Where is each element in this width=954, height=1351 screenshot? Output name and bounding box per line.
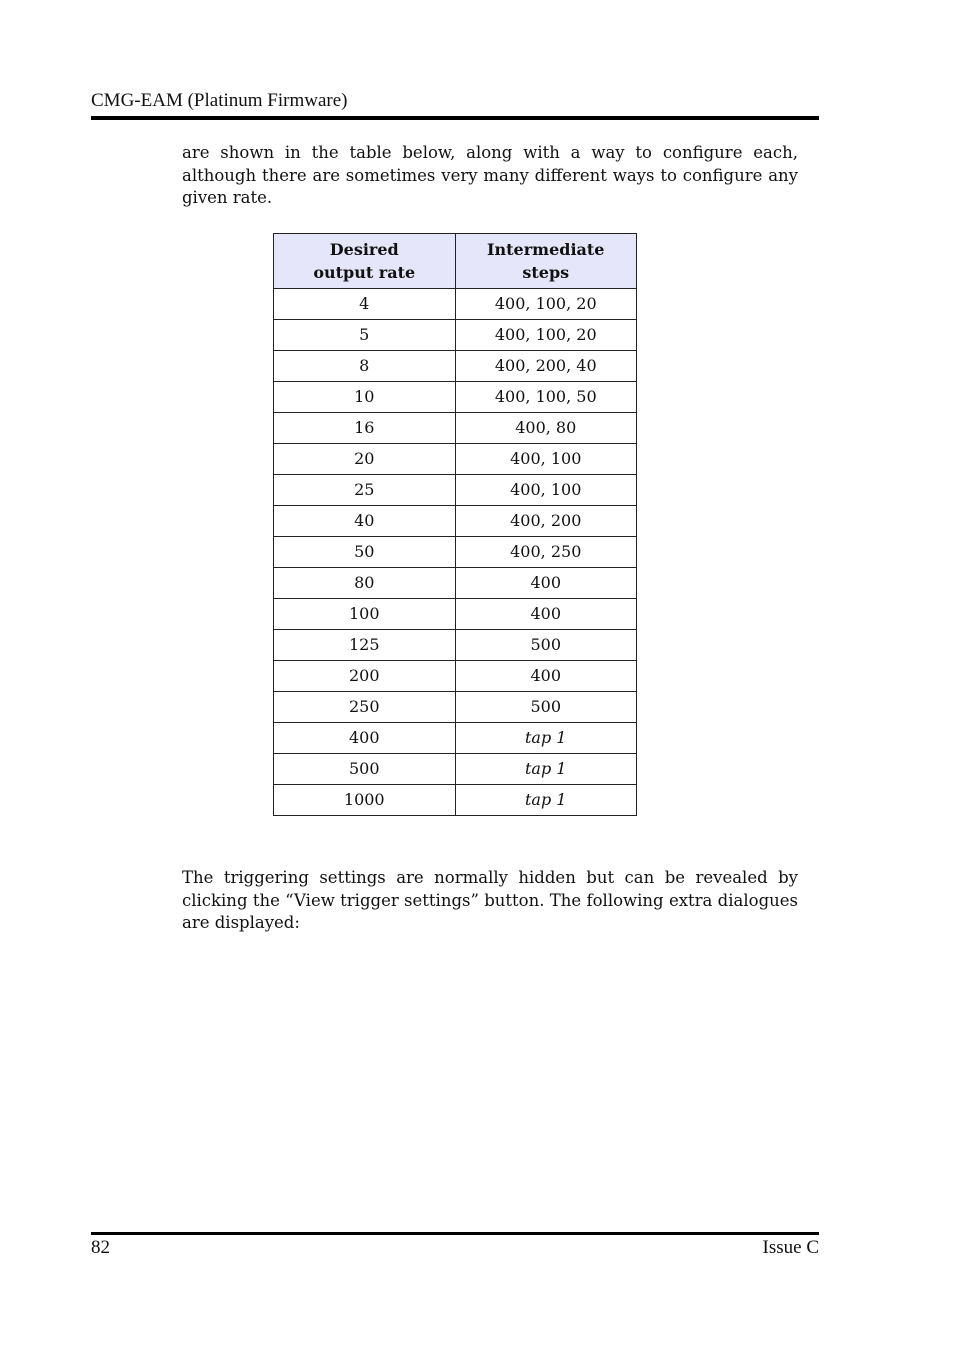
table-row	[274, 723, 637, 754]
table-header-row	[274, 234, 637, 289]
rate-cell: 16	[274, 413, 456, 444]
rate-cell: 200	[274, 661, 456, 692]
steps-cell: 500	[455, 630, 637, 661]
footer-rule	[91, 1232, 819, 1235]
column-header-desired-output-rate: Desired output rate	[274, 234, 456, 289]
page-number: 82	[91, 1237, 110, 1258]
rate-cell: 4	[274, 289, 456, 320]
intro-paragraph: are shown in the table below, along with a way to configure each, although there are sometimes very many different ways to configure any given rate.	[182, 143, 798, 207]
table-row	[274, 599, 637, 630]
rate-cell: 1000	[274, 785, 456, 816]
rate-cell: 10	[274, 382, 456, 413]
table-row	[274, 413, 637, 444]
column-header-intermediate-steps: Intermediate steps	[455, 234, 637, 289]
steps-cell: 400, 100	[455, 444, 637, 475]
table-row	[274, 630, 637, 661]
steps-cell: 400	[455, 599, 637, 630]
table-row	[274, 568, 637, 599]
table-row	[274, 537, 637, 568]
steps-cell: 400	[455, 568, 637, 599]
steps-cell: 400, 250	[455, 537, 637, 568]
steps-cell: 400, 100, 20	[455, 320, 637, 351]
table-row	[274, 661, 637, 692]
rate-cell: 500	[274, 754, 456, 785]
steps-cell: 400, 100	[455, 475, 637, 506]
steps-cell: 400	[455, 661, 637, 692]
running-header: CMG-EAM (Platinum Firmware)	[91, 90, 348, 111]
rate-cell: 40	[274, 506, 456, 537]
table-row	[274, 382, 637, 413]
table-row	[274, 506, 637, 537]
rate-cell: 20	[274, 444, 456, 475]
header-rule	[91, 116, 819, 120]
rate-cell: 50	[274, 537, 456, 568]
table-row	[274, 785, 637, 816]
steps-cell: 400, 100, 20	[455, 289, 637, 320]
steps-cell: tap 1	[455, 723, 637, 754]
rate-cell: 5	[274, 320, 456, 351]
table-row	[274, 289, 637, 320]
table-row	[274, 444, 637, 475]
rate-cell: 400	[274, 723, 456, 754]
table-row	[274, 351, 637, 382]
rate-cell: 8	[274, 351, 456, 382]
table-row	[274, 475, 637, 506]
table-row	[274, 692, 637, 723]
trigger-settings-paragraph: The triggering settings are normally hidden but can be revealed by clicking the “View trigger settings” button. The following extra dialogues are displayed:	[182, 868, 798, 932]
rate-cell: 80	[274, 568, 456, 599]
steps-cell: tap 1	[455, 785, 637, 816]
issue-label: Issue C	[762, 1237, 819, 1258]
steps-cell: 400, 200, 40	[455, 351, 637, 382]
steps-cell: 400, 80	[455, 413, 637, 444]
output-rate-table	[273, 233, 637, 816]
table-row	[274, 754, 637, 785]
rate-cell: 250	[274, 692, 456, 723]
rate-cell: 25	[274, 475, 456, 506]
steps-cell: 500	[455, 692, 637, 723]
rate-cell: 100	[274, 599, 456, 630]
steps-cell: 400, 100, 50	[455, 382, 637, 413]
steps-cell: tap 1	[455, 754, 637, 785]
table-row	[274, 320, 637, 351]
steps-cell: 400, 200	[455, 506, 637, 537]
rate-cell: 125	[274, 630, 456, 661]
